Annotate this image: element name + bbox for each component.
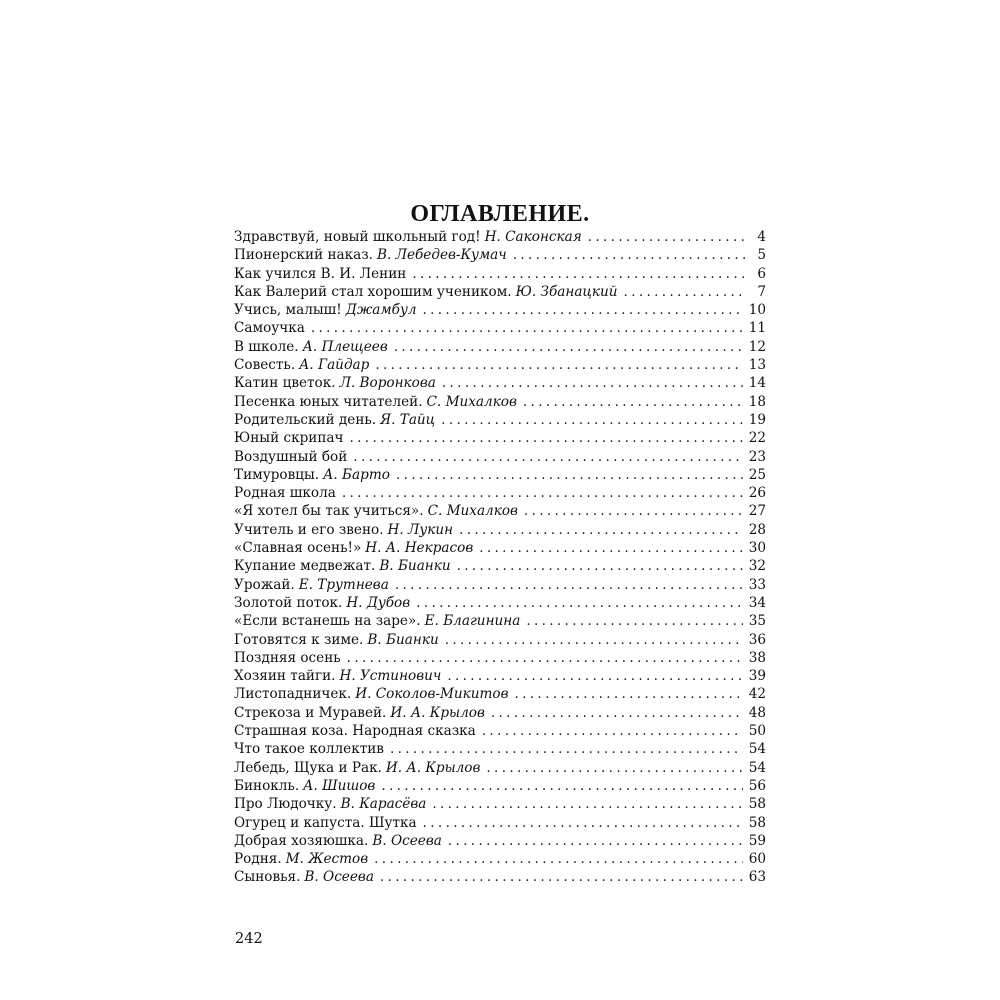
dot-leader xyxy=(523,393,743,411)
toc-entry-author: Н. А. Некрасов xyxy=(365,540,474,557)
toc-entry-title: Бинокль. xyxy=(234,777,300,794)
toc-entry xyxy=(234,521,766,539)
dot-leader xyxy=(374,850,743,868)
toc-entry-author: А. Гайдар xyxy=(299,357,370,374)
toc-entry xyxy=(234,484,766,502)
toc-entry xyxy=(234,319,766,337)
toc-entry-page: 63 xyxy=(748,869,766,886)
toc-entry-title: Страшная коза. Народная сказка xyxy=(234,723,476,740)
toc-entry-author: А. Барто xyxy=(323,466,390,483)
toc-entry-title: Золотой поток. xyxy=(234,594,343,611)
dot-leader xyxy=(342,484,743,502)
toc-entry-page: 4 xyxy=(757,229,766,245)
toc-entry xyxy=(234,850,766,868)
toc-entry-author: Е. Трутнева xyxy=(298,576,389,593)
toc-entry-title: Купание медвежат. xyxy=(234,558,376,575)
dot-leader xyxy=(432,795,742,813)
toc-entry-page: 14 xyxy=(748,375,766,392)
dot-leader xyxy=(459,521,743,539)
toc-entry-title: «Славная осень!» xyxy=(234,540,362,557)
toc-entry xyxy=(234,685,766,703)
toc-entry-author: А. Шишов xyxy=(303,777,376,794)
toc-entry-page: 10 xyxy=(748,302,766,319)
dot-leader xyxy=(381,777,742,795)
dot-leader xyxy=(412,265,746,283)
toc-entry-page: 36 xyxy=(748,631,766,648)
dot-leader xyxy=(353,448,742,466)
toc-entry xyxy=(234,429,766,447)
toc-entry-title: Урожай. xyxy=(234,576,295,593)
toc-entry xyxy=(234,814,766,832)
toc-entry-author: В. Бианки xyxy=(379,558,451,575)
toc-entry-title: Родная школа xyxy=(234,485,336,502)
toc-entry-title: Готовятся к зиме. xyxy=(234,631,364,648)
toc-entry xyxy=(234,868,766,886)
dot-leader xyxy=(491,704,743,722)
dot-leader xyxy=(416,594,743,612)
dot-leader xyxy=(445,631,743,649)
toc-entry-title: Песенка юных читателей. xyxy=(234,393,423,410)
page-number: 242 xyxy=(235,931,263,947)
toc-entry-page: 18 xyxy=(748,393,766,410)
dot-leader xyxy=(482,722,743,740)
toc-entry-author: В. Осеева xyxy=(304,869,374,886)
toc-entry-author: И. Соколов-Микитов xyxy=(355,686,509,703)
toc-entry-title: «Я хотел бы так учиться». xyxy=(234,503,424,520)
toc-entry-author: С. Михалков xyxy=(426,393,517,410)
toc-entry xyxy=(234,338,766,356)
toc-entry-author: Е. Благинина xyxy=(424,613,521,630)
dot-leader xyxy=(513,246,746,264)
dot-leader xyxy=(441,411,743,429)
toc-entry-author: А. Плещеев xyxy=(302,338,388,355)
toc-entry-title: Совесть. xyxy=(234,357,296,374)
toc-entry-author: В. Осеева xyxy=(372,832,442,849)
toc-entry-title: Огурец и капуста. Шутка xyxy=(234,814,417,831)
toc-entry xyxy=(234,466,766,484)
dot-leader xyxy=(486,759,742,777)
toc-entry-page: 38 xyxy=(748,649,766,666)
toc-entry-author: М. Жестов xyxy=(285,851,369,868)
dot-leader xyxy=(380,868,743,886)
toc-entry-author: Л. Воронкова xyxy=(339,375,436,392)
toc-entry-page: 56 xyxy=(748,777,766,794)
dot-leader xyxy=(524,502,743,520)
toc-entry-title: Учись, малыш! xyxy=(234,302,342,319)
toc-entry xyxy=(234,759,766,777)
toc-entry-title: Как Валерий стал хорошим учеником. xyxy=(234,283,512,300)
toc-entry xyxy=(234,539,766,557)
toc-entry-title: Сыновья. xyxy=(234,869,301,886)
dot-leader xyxy=(442,374,743,392)
toc-entry-page: 22 xyxy=(748,430,766,447)
dot-leader xyxy=(479,539,742,557)
toc-entry-author: С. Михалков xyxy=(427,503,518,520)
toc-entry-page: 12 xyxy=(748,338,766,355)
toc-entry-title: Листопадничек. xyxy=(234,686,352,703)
toc-entry-author: Н. Саконская xyxy=(484,229,582,245)
toc-entry xyxy=(234,795,766,813)
toc-entry-page: 48 xyxy=(748,704,766,721)
toc-entry-page: 27 xyxy=(748,503,766,520)
toc-entry-title: Лебедь, Щука и Рак. xyxy=(234,759,382,776)
toc-entry-title: Что такое коллектив xyxy=(234,741,384,758)
toc-entry-title: Самоучка xyxy=(234,320,305,337)
dot-leader xyxy=(448,832,743,850)
toc-entry xyxy=(234,722,766,740)
dot-leader xyxy=(515,685,743,703)
toc-entry xyxy=(234,448,766,466)
toc-entry-title: Юный скрипач xyxy=(234,430,344,447)
toc-entry-page: 19 xyxy=(748,411,766,428)
toc-entry-title: Катин цветок. xyxy=(234,375,336,392)
table-of-contents xyxy=(234,228,766,887)
toc-entry-page: 13 xyxy=(748,357,766,374)
toc-entry-title: Воздушный бой xyxy=(234,448,348,465)
toc-entry-title: Хозяин тайги. xyxy=(234,668,336,685)
dot-leader xyxy=(390,740,743,758)
toc-entry-author: И. А. Крылов xyxy=(390,704,485,721)
toc-entry-page: 54 xyxy=(748,759,766,776)
dot-leader xyxy=(457,557,743,575)
toc-entry-page: 58 xyxy=(748,814,766,831)
dot-leader xyxy=(526,612,742,630)
toc-entry-title: Как учился В. И. Ленин xyxy=(234,265,407,282)
toc-entry xyxy=(234,246,766,264)
toc-entry-author: Н. Лукин xyxy=(387,521,454,538)
toc-entry-title: Учитель и его звено. xyxy=(234,521,384,538)
dot-leader xyxy=(396,466,743,484)
toc-entry-page: 5 xyxy=(757,247,766,264)
toc-entry-title: Пионерский наказ. xyxy=(234,247,373,264)
toc-entry-page: 11 xyxy=(748,320,766,337)
toc-entry-title: Тимуровцы. xyxy=(234,466,320,483)
toc-entry xyxy=(234,356,766,374)
dot-leader xyxy=(624,283,746,301)
toc-entry-author: Я. Тайц xyxy=(380,411,436,428)
toc-entry-page: 30 xyxy=(748,540,766,557)
toc-entry-author: Н. Дубов xyxy=(346,594,411,611)
toc-entry xyxy=(234,704,766,722)
toc-entry-page: 23 xyxy=(748,448,766,465)
toc-entry-title: Здравствуй, новый школьный год! xyxy=(234,229,481,245)
toc-entry-title: Стрекоза и Муравей. xyxy=(234,704,387,721)
dot-leader xyxy=(394,338,743,356)
toc-entry-author: Джамбул xyxy=(345,302,417,319)
toc-entry xyxy=(234,649,766,667)
toc-entry-page: 34 xyxy=(748,594,766,611)
toc-entry-author: В. Лебедев-Кумач xyxy=(376,247,507,264)
toc-entry-author: Н. Устинович xyxy=(339,668,442,685)
toc-entry-page: 39 xyxy=(748,668,766,685)
dot-leader xyxy=(395,576,743,594)
toc-entry-title: В школе. xyxy=(234,338,299,355)
toc-entry-page: 60 xyxy=(748,851,766,868)
page-title: ОГЛАВЛЕНИЕ. xyxy=(410,201,590,228)
dot-leader xyxy=(422,301,742,319)
toc-entry-title: Поздняя осень xyxy=(234,649,341,666)
dot-leader xyxy=(375,356,742,374)
toc-entry xyxy=(234,594,766,612)
dot-leader xyxy=(588,228,746,246)
toc-entry xyxy=(234,283,766,301)
toc-entry-author: Ю. Збанацкий xyxy=(515,283,618,300)
dot-leader xyxy=(347,649,743,667)
toc-entry xyxy=(234,612,766,630)
toc-entry xyxy=(234,777,766,795)
toc-entry-page: 35 xyxy=(748,613,766,630)
toc-entry xyxy=(234,832,766,850)
toc-entry xyxy=(234,667,766,685)
toc-entry-page: 32 xyxy=(748,558,766,575)
toc-entry-title: Родительский день. xyxy=(234,411,377,428)
toc-entry-author: И. А. Крылов xyxy=(385,759,481,776)
toc-entry xyxy=(234,393,766,411)
toc-entry-page: 59 xyxy=(748,832,766,849)
dot-leader xyxy=(447,667,742,685)
toc-entry xyxy=(234,740,766,758)
toc-entry xyxy=(234,265,766,283)
toc-entry-page: 42 xyxy=(748,686,766,703)
toc-entry-page: 54 xyxy=(748,741,766,758)
toc-entry-page: 50 xyxy=(748,723,766,740)
dot-leader xyxy=(350,429,743,447)
toc-entry-page: 6 xyxy=(757,265,766,282)
toc-entry-title: Про Людочку. xyxy=(234,796,337,813)
toc-entry-page: 25 xyxy=(748,466,766,483)
toc-entry xyxy=(234,301,766,319)
toc-entry-page: 33 xyxy=(748,576,766,593)
toc-entry xyxy=(234,557,766,575)
toc-entry-page: 7 xyxy=(757,283,766,300)
dot-leader xyxy=(311,319,743,337)
toc-entry xyxy=(234,502,766,520)
toc-entry-author: В. Бианки xyxy=(367,631,439,648)
toc-entry-title: Родня. xyxy=(234,851,282,868)
toc-entry xyxy=(234,228,766,246)
toc-entry xyxy=(234,576,766,594)
toc-entry-page: 58 xyxy=(748,796,766,813)
toc-entry-page: 26 xyxy=(748,485,766,502)
toc-entry-title: Добрая хозяюшка. xyxy=(234,832,369,849)
toc-entry xyxy=(234,631,766,649)
toc-entry-author: В. Карасёва xyxy=(340,796,427,813)
dot-leader xyxy=(423,814,743,832)
toc-entry-title: «Если встанешь на заре». xyxy=(234,613,421,630)
toc-entry xyxy=(234,374,766,392)
toc-entry xyxy=(234,411,766,429)
toc-entry-page: 28 xyxy=(748,521,766,538)
